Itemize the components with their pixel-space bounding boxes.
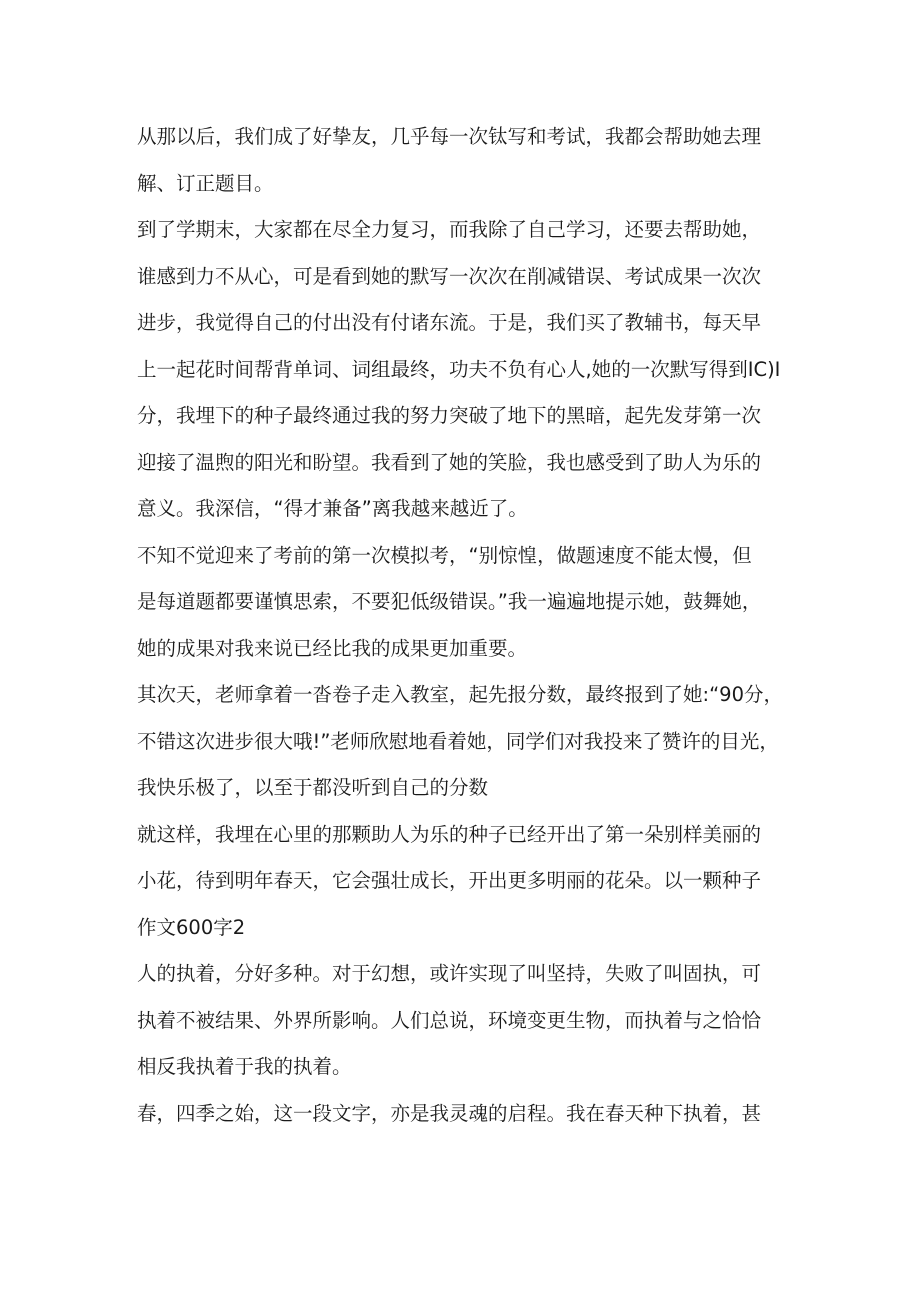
text-line: 其次天，老师拿着一沓卷子走入教室，起先报分数，最终报到了她:“90分， [137,683,783,706]
text-line: 是每道题都要谨慎思索，不要犯低级错误。”我一遍遍地提示她，鼓舞她， [137,590,762,613]
document-body [137,114,797,1137]
text-line: 相反我执着于我的执着。 [137,1055,352,1078]
text-line: 小花，待到明年春天，它会强壮成长，开出更多明丽的花朵。以一颗种子 [137,869,762,892]
text-line: 作文600字2 [137,915,246,939]
text-line: 执着不被结果、外界所影响。人们总说，环境变更生物，而执着与之恰恰 [137,1008,762,1032]
text-line: 意义。我深信，“得才兼备”离我越来越近了。 [137,497,528,520]
text-line: 到了学期末，大家都在尽全力复习，而我除了自己学习，还要去帮助她， [137,218,762,241]
text-line: 她的成果对我来说已经比我的成果更加重要。 [137,636,528,660]
text-line: 迎接了温煦的阳光和盼望。我看到了她的笑脸，我也感受到了助人为乐的 [137,450,762,474]
text-line: 就这样，我埋在心里的那颗助人为乐的种子已经开出了第一朵别样美丽的 [137,822,762,846]
text-line: 进步，我觉得自己的付出没有付诸东流。于是，我们买了教辅书，每天早 [137,311,762,334]
text-line: 解、订正题目。 [137,171,274,195]
text-line: 我快乐极了，以至于都没听到自己的分数 [137,776,489,799]
text-line: 人的执着，分好多种。对于幻想，或许实现了叫坚持，失败了叫固执，可 [137,962,762,985]
text-line: 分，我埋下的种子最终通过我的努力突破了地下的黑暗，起先发芽第一次 [137,404,762,427]
text-line: 不知不觉迎来了考前的第一次模拟考，“别惊惶，做题速度不能太慢，但 [137,543,752,567]
text-line: 不错这次进步很大哦!”老师欣慰地看着她，同学们对我投来了赞许的目光， [137,729,779,753]
text-line: 谁感到力不从心，可是看到她的默写一次次在削减错误、考试成果一次次 [137,264,762,288]
text-line: 春，四季之始，这一段文字，亦是我灵魂的启程。我在春天种下执着，甚 [137,1101,762,1125]
text-line: 从那以后，我们成了好挚友，几乎每一次钛写和考试，我都会帮助她去理 [137,125,762,148]
text-line: 上一起花时间帮背单词、词组最终，功夫不负有心人,她的一次默写得到IC)I [137,357,781,381]
